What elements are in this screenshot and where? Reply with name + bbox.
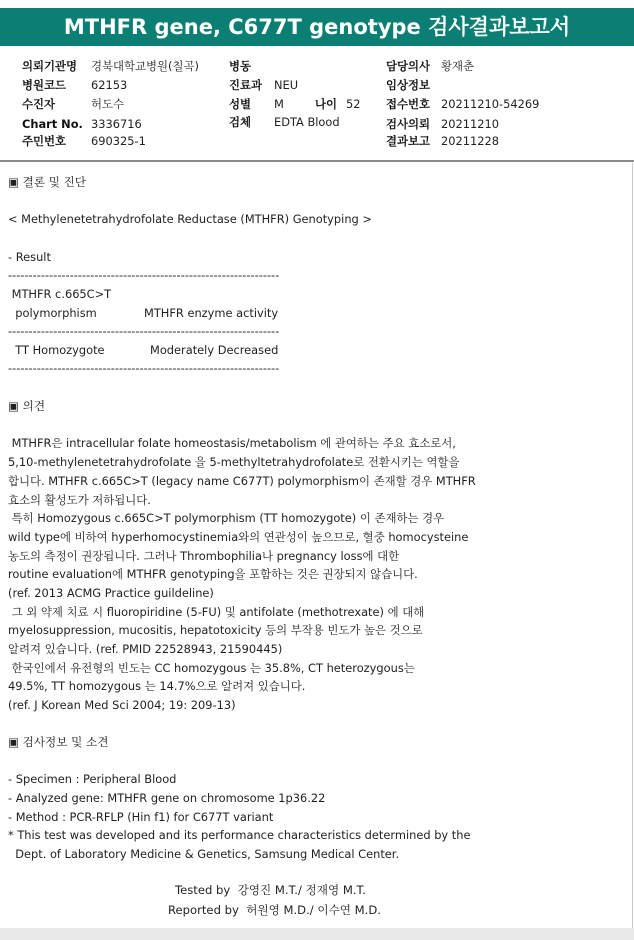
opinion-heading: ▣ 의견: [8, 399, 46, 413]
tested-by: Tested by 강영진 M.T./ 정재영 M.T.: [175, 883, 366, 897]
specimen-label: 검체: [229, 115, 252, 129]
institution-label: 의뢰기관명: [22, 59, 78, 73]
result-divider-top: ------------------------------------------------------------------: [8, 268, 280, 282]
doctor-label: 담당의사: [386, 59, 431, 73]
sex-value: M: [274, 97, 284, 111]
specimen-value: EDTA Blood: [274, 115, 340, 129]
opinion-line: myelosuppression, mucositis, hepatotoxicity 등의 부작용 빈도가 높은 것으로: [8, 623, 423, 637]
test-info-line: * This test was developed and its performance characteristics determined by the: [8, 828, 471, 842]
result-col1-line1: MTHFR c.665C>T: [8, 287, 112, 301]
accession-value: 20211210-54269: [441, 97, 540, 111]
resident-no-value: 690325-1: [91, 134, 146, 148]
hospital-code-value: 62153: [91, 78, 128, 92]
opinion-line: 합니다. MTHFR c.665C>T (legacy name C677T) polymorphism이 존재할 경우 MTHFR: [8, 474, 476, 488]
doctor-value: 황재춘: [441, 59, 475, 73]
test-info-heading: ▣ 검사정보 및 소견: [8, 735, 109, 749]
result-genotype: TT Homozygote: [8, 343, 105, 357]
request-date-label: 검사의뢰: [386, 117, 431, 131]
report-date-value: 20211228: [441, 134, 499, 148]
patient-value: 허도수: [91, 97, 125, 111]
result-divider-mid: ------------------------------------------------------------------: [8, 324, 280, 338]
age-value: 52: [346, 97, 361, 111]
sex-label: 성별: [229, 97, 252, 111]
opinion-line: 그 외 약제 치료 시 fluoropiridine (5-FU) 및 antifolate (methotrexate) 에 대해: [8, 605, 425, 619]
opinion-line: wild type에 비하여 hyperhomocystinemia와의 연관성이 높으므로, 혈중 homocysteine: [8, 530, 469, 544]
report-title: MTHFR gene, C677T genotype 검사결과보고서: [0, 8, 634, 46]
clinical-info-label: 임상정보: [386, 78, 431, 92]
test-info-line: - Specimen : Peripheral Blood: [8, 772, 177, 786]
test-name: < Methylenetetrahydrofolate Reductase (MTHFR) Genotyping >: [8, 212, 372, 226]
age-label: 나이: [315, 97, 338, 111]
chart-no-label: Chart No.: [22, 117, 83, 131]
report-body: [0, 163, 633, 928]
accession-label: 접수번호: [386, 97, 431, 111]
test-info-line: Dept. of Laboratory Medicine & Genetics, Samsung Medical Center.: [8, 847, 400, 861]
department-value: NEU: [274, 78, 299, 92]
opinion-line: 효소의 활성도가 저하됩니다.: [8, 493, 151, 507]
test-info-line: - Analyzed gene: MTHFR gene on chromosome 1p36.22: [8, 791, 326, 805]
header-divider: [0, 160, 634, 162]
report-date-label: 결과보고: [386, 134, 431, 148]
opinion-line: 한국인에서 유전형의 빈도는 CC homozygous 는 35.8%, CT heterozygous는: [8, 661, 415, 675]
opinion-line: 49.5%, TT homozygous 는 14.7%으로 알려져 있습니다.: [8, 679, 306, 693]
result-label: - Result: [8, 250, 51, 264]
opinion-line: 5,10-methylenetetrahydrofolate 을 5-methyltetrahydrofolate로 전환시키는 역할을: [8, 455, 460, 469]
department-label: 진료과: [229, 78, 263, 92]
patient-label: 수진자: [22, 97, 56, 111]
opinion-line: 알려져 있습니다. (ref. PMID 22528943, 21590445): [8, 642, 283, 656]
patient-info-header: [0, 54, 634, 154]
opinion-line: 농도의 측정이 권장됩니다. 그러나 Thrombophilia나 pregnancy loss에 대한: [8, 549, 400, 563]
resident-no-label: 주민번호: [22, 134, 67, 148]
opinion-line: MTHFR은 intracellular folate homeostasis/metabolism 에 관여하는 주요 효소로서,: [8, 436, 456, 450]
footer-bar: [0, 928, 634, 940]
request-date-value: 20211210: [441, 117, 499, 131]
result-divider-bottom: ------------------------------------------------------------------: [8, 361, 280, 375]
opinion-line: routine evaluation에 MTHFR genotyping을 포함하는 것은 권장되지 않습니다.: [8, 567, 418, 581]
reported-by: Reported by 허원영 M.D./ 이수연 M.D.: [168, 903, 381, 917]
opinion-line: 특히 Homozygous c.665C>T polymorphism (TT homozygote) 이 존재하는 경우: [8, 511, 445, 525]
result-activity: Moderately Decreased: [150, 343, 279, 357]
opinion-line: (ref. J Korean Med Sci 2004; 19: 209-13): [8, 698, 236, 712]
ward-label: 병동: [229, 59, 252, 73]
institution-value: 경북대학교병원(칠곡): [91, 59, 199, 73]
test-info-line: - Method : PCR-RFLP (Hin f1) for C677T variant: [8, 810, 274, 824]
chart-no-value: 3336716: [91, 117, 142, 131]
conclusion-heading: ▣ 결론 및 진단: [8, 175, 87, 189]
opinion-line: (ref. 2013 ACMG Practice guildeline): [8, 586, 214, 600]
result-col2-header: MTHFR enzyme activity: [144, 306, 279, 320]
result-col1-line2: polymorphism: [8, 306, 97, 320]
hospital-code-label: 병원코드: [22, 78, 67, 92]
